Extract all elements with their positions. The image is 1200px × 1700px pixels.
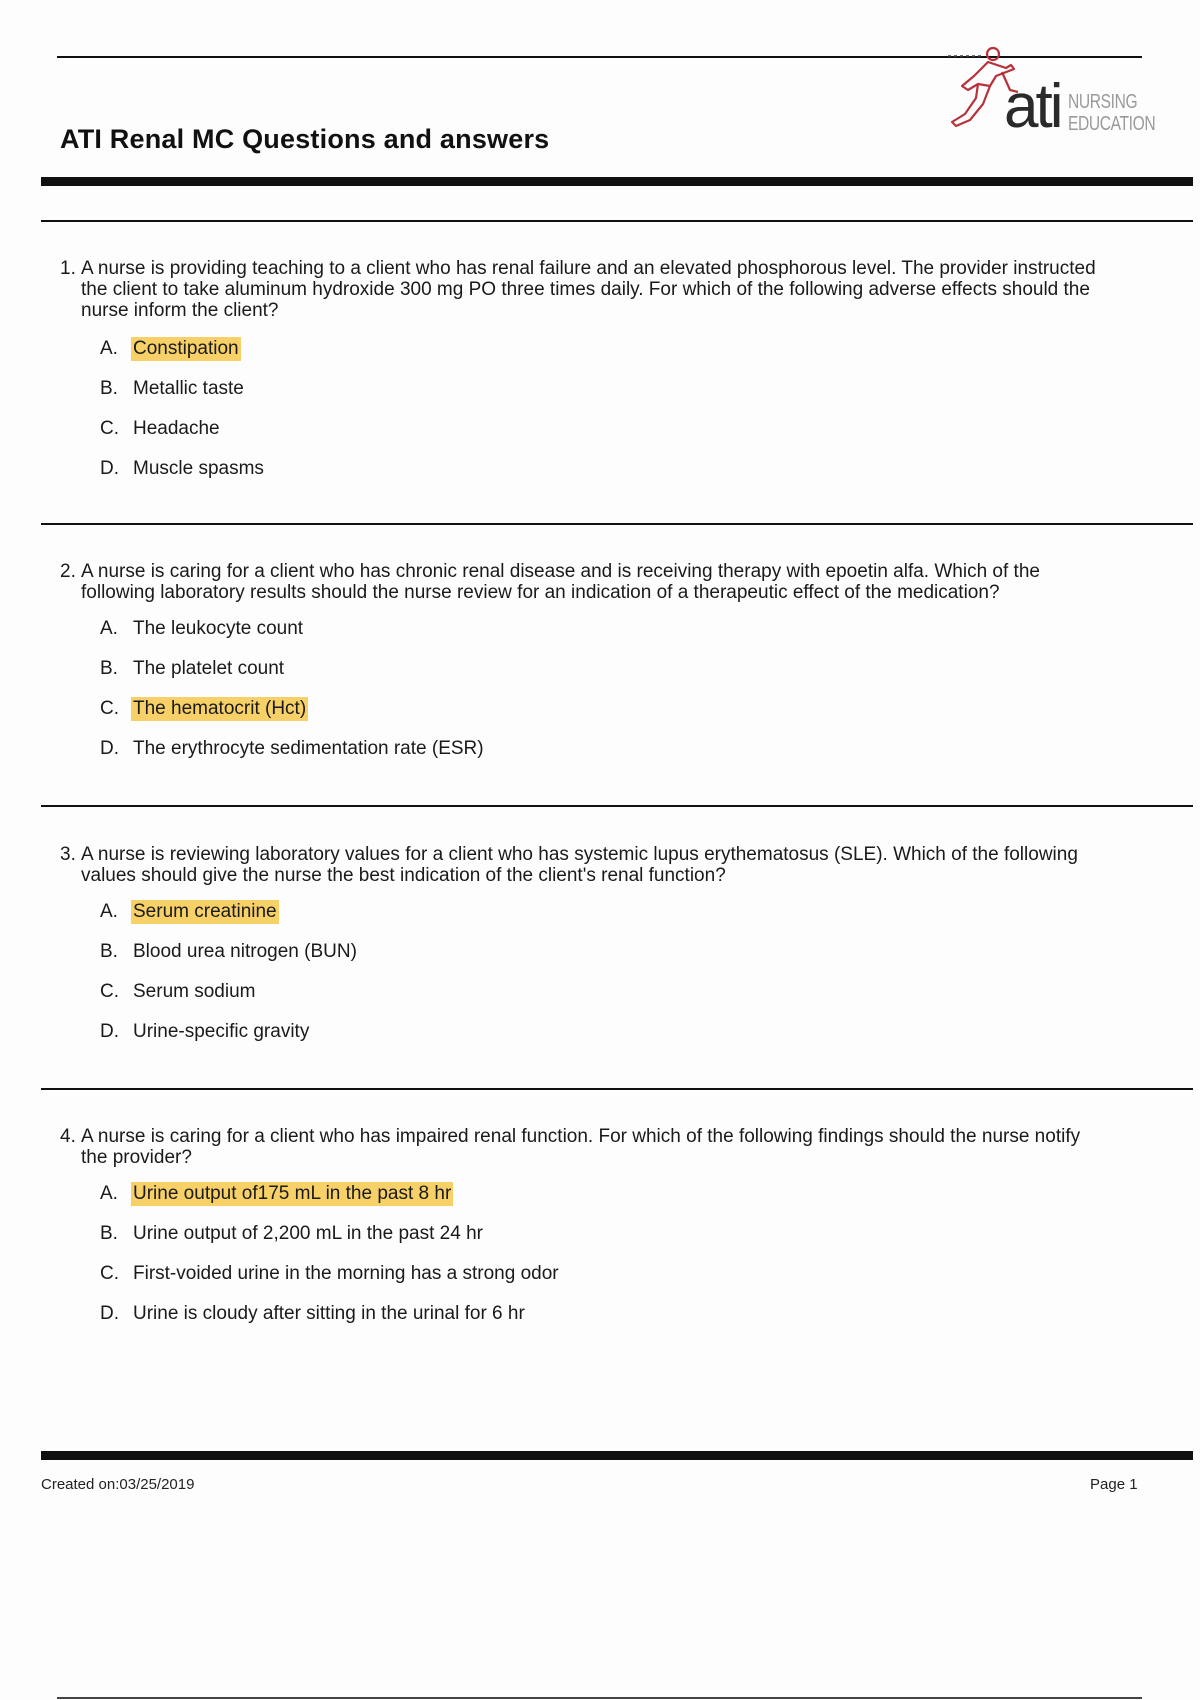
question-text: A nurse is providing teaching to a client who has renal failure and an elevated phosphorous level. The provider instructed the client to take aluminum hydroxide 300 mg PO three times daily. For which of the following adverse effects should the nurse inform the client?	[81, 258, 1096, 321]
question-stem	[60, 1126, 1110, 1168]
option-letter: B.	[100, 658, 118, 679]
option-b[interactable]	[60, 377, 1110, 417]
option-text: The platelet count	[133, 658, 285, 679]
question-2	[60, 561, 1110, 777]
logo-nursing-text: NURSING	[1068, 91, 1138, 113]
option-text: Serum sodium	[133, 981, 256, 1002]
option-letter: A.	[100, 338, 118, 359]
option-text-highlighted: The hematocrit (Hct)	[133, 698, 307, 719]
option-letter: A.	[100, 1183, 118, 1204]
question-number: 1.	[60, 258, 76, 279]
logo-education-text: EDUCATION	[1068, 113, 1156, 135]
question-number: 3.	[60, 844, 76, 865]
question-1	[60, 258, 1110, 497]
bottom-rule	[57, 1697, 1142, 1699]
option-letter: A.	[100, 901, 118, 922]
option-text: Urine-specific gravity	[133, 1021, 310, 1042]
option-letter: C.	[100, 1263, 119, 1284]
option-text: Metallic taste	[133, 378, 244, 399]
question-divider	[41, 523, 1193, 525]
option-text: Headache	[133, 418, 220, 439]
section-divider	[41, 220, 1193, 222]
option-c[interactable]	[60, 1262, 1110, 1302]
option-d[interactable]	[60, 1020, 1110, 1060]
question-stem	[60, 844, 1110, 886]
question-number: 4.	[60, 1126, 76, 1147]
option-text: Blood urea nitrogen (BUN)	[133, 941, 357, 962]
question-text: A nurse is caring for a client who has impaired renal function. For which of the following findings should the nurse notify the provider?	[81, 1126, 1081, 1168]
option-letter: C.	[100, 418, 119, 439]
question-text: A nurse is reviewing laboratory values for a client who has systemic lupus erythematosus (SLE). Which of the following values should give the nurse the best indication of the client's renal function?	[81, 844, 1078, 886]
option-d[interactable]	[60, 457, 1110, 497]
option-letter: D.	[100, 458, 119, 479]
question-3	[60, 844, 1110, 1060]
option-a[interactable]	[60, 617, 1110, 657]
ati-logo	[948, 38, 1163, 148]
question-divider	[41, 805, 1193, 807]
option-c[interactable]	[60, 417, 1110, 457]
option-text: The erythrocyte sedimentation rate (ESR)	[133, 738, 484, 759]
option-letter: B.	[100, 941, 118, 962]
option-a[interactable]	[60, 337, 1110, 377]
option-text: First-voided urine in the morning has a strong odor	[133, 1263, 559, 1284]
option-letter: C.	[100, 698, 119, 719]
option-c[interactable]	[60, 697, 1110, 737]
option-c[interactable]	[60, 980, 1110, 1020]
option-text: The leukocyte count	[133, 618, 304, 639]
option-letter: B.	[100, 1223, 118, 1244]
option-letter: D.	[100, 738, 119, 759]
option-a[interactable]	[60, 900, 1110, 940]
option-letter: B.	[100, 378, 118, 399]
header-thick-rule	[41, 177, 1193, 186]
question-divider	[41, 1088, 1193, 1090]
created-date: Created on:03/25/2019	[41, 1476, 195, 1493]
answer-options	[60, 337, 1110, 497]
option-a[interactable]	[60, 1182, 1110, 1222]
document-title: ATI Renal MC Questions and answers	[60, 124, 550, 154]
option-text-highlighted: Serum creatinine	[133, 901, 277, 922]
option-text: Muscle spasms	[133, 458, 264, 479]
answer-options	[60, 900, 1110, 1060]
question-stem	[60, 561, 1110, 603]
option-letter: A.	[100, 618, 118, 639]
option-text: Urine output of 2,200 mL in the past 24 hr	[133, 1223, 483, 1244]
option-text-highlighted: Constipation	[133, 338, 239, 359]
option-letter: D.	[100, 1021, 119, 1042]
option-letter: C.	[100, 981, 119, 1002]
option-d[interactable]	[60, 737, 1110, 777]
question-4	[60, 1126, 1110, 1342]
footer-thick-rule	[41, 1451, 1193, 1460]
option-b[interactable]	[60, 657, 1110, 697]
option-letter: D.	[100, 1303, 119, 1324]
option-text-highlighted: Urine output of175 mL in the past 8 hr	[133, 1183, 452, 1204]
question-number: 2.	[60, 561, 76, 582]
page-number: Page 1	[1090, 1476, 1138, 1493]
answer-options	[60, 1182, 1110, 1342]
answer-options	[60, 617, 1110, 777]
logo-ati-wordmark: ati	[1004, 72, 1061, 141]
option-text: Urine is cloudy after sitting in the urinal for 6 hr	[133, 1303, 525, 1324]
option-b[interactable]	[60, 1222, 1110, 1262]
question-text: A nurse is caring for a client who has chronic renal disease and is receiving therapy with epoetin alfa. Which of the following laboratory results should the nurse review for an indication of a therapeutic effect of the medication?	[81, 561, 1040, 603]
question-stem	[60, 258, 1110, 321]
option-b[interactable]	[60, 940, 1110, 980]
option-d[interactable]	[60, 1302, 1110, 1342]
